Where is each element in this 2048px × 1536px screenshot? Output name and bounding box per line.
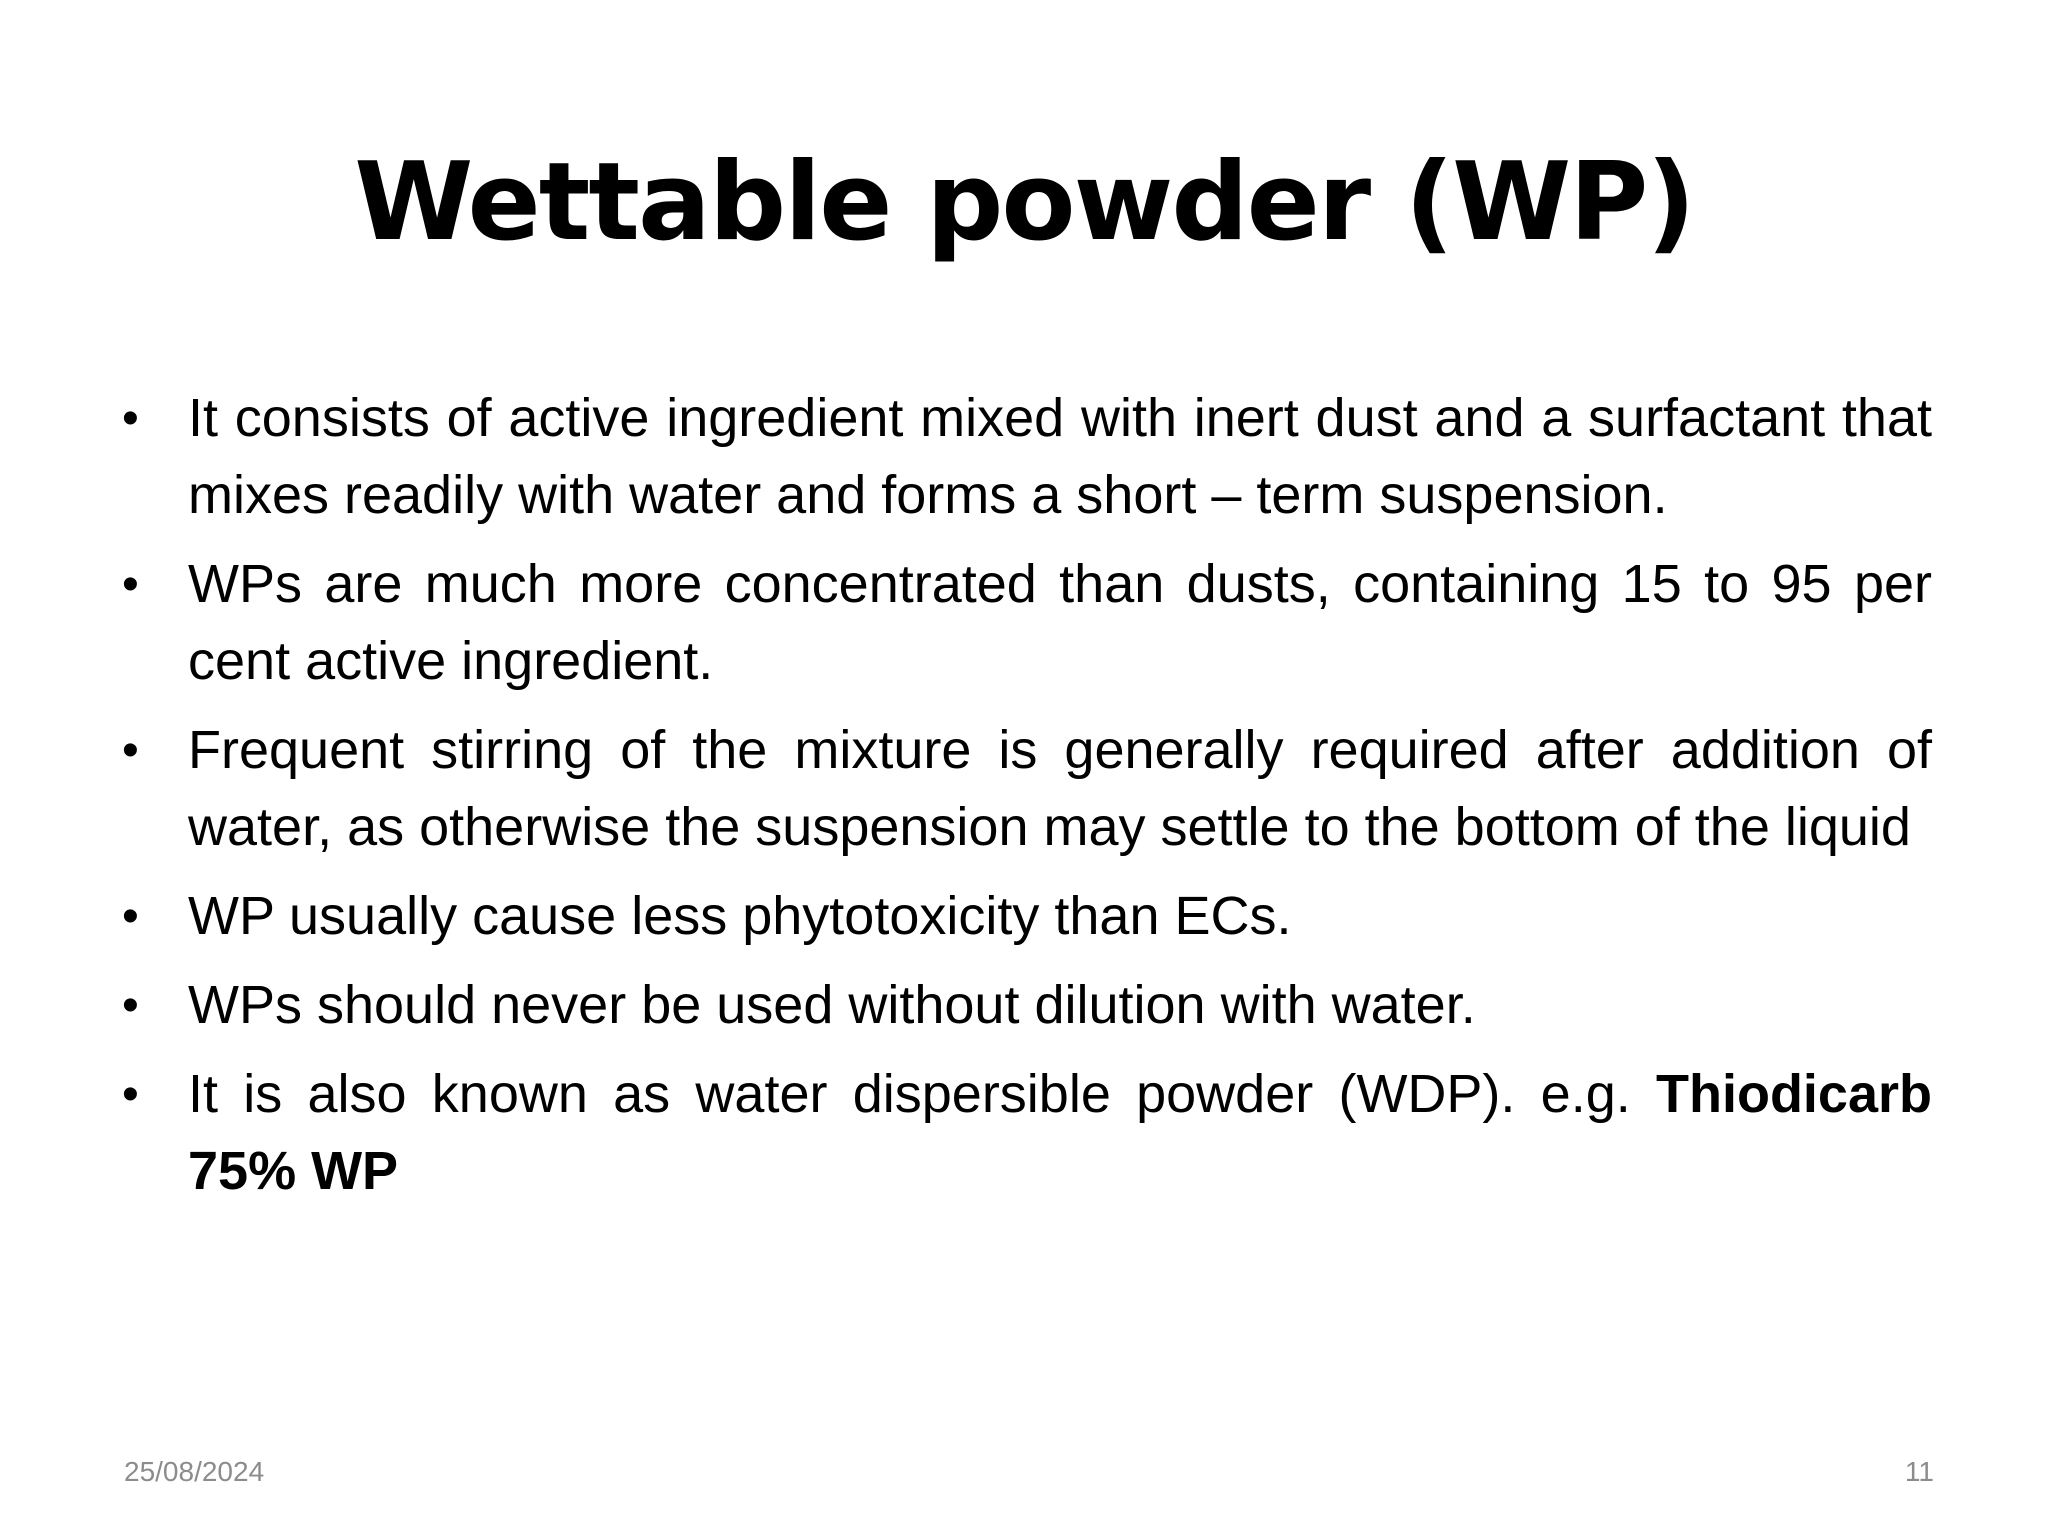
bullet-text (188, 720, 1932, 857)
bullet-text (188, 554, 1932, 691)
bullet-list (120, 380, 1932, 1222)
bullet-example-bold: Thiodicarb 75% WP (188, 1064, 1932, 1201)
bullet-text (188, 975, 1476, 1035)
bullet-text (188, 388, 1932, 525)
bullet-text-content: WP usually cause less phytotoxicity than ECs. (188, 886, 1292, 946)
bullet-marker: • (122, 724, 139, 777)
slide-title: Wettable powder (WP) (354, 140, 1694, 265)
bullet-marker: • (122, 890, 139, 943)
bullet-item (120, 967, 1932, 1044)
bullet-text (188, 886, 1292, 946)
bullet-text-content: It consists of active ingredient mixed with inert dust and a surfactant that mixes readily with water and forms a short – term suspension. (188, 388, 1932, 525)
bullet-item (120, 546, 1932, 700)
bullet-marker: • (122, 1068, 139, 1121)
bullet-item (120, 1056, 1932, 1210)
bullet-marker: • (122, 979, 139, 1032)
bullet-item (120, 712, 1932, 866)
footer-date: 25/08/2024 (124, 1456, 265, 1487)
bullet-text-content: WPs should never be used without dilution with water. (188, 975, 1476, 1035)
bullet-marker: • (122, 558, 139, 611)
bullet-text-content: Frequent stirring of the mixture is generally required after addition of water, as otherwise the suspension may settle to the bottom of the liquid (188, 720, 1932, 857)
bullet-marker: • (122, 392, 139, 445)
bullet-item (120, 878, 1932, 955)
footer-page-number: 11 (1904, 1456, 1934, 1487)
bullet-item (120, 380, 1932, 534)
bullet-text-content: WPs are much more concentrated than dusts, containing 15 to 95 per cent active ingredient. (188, 554, 1932, 691)
bullet-text (188, 1064, 1932, 1201)
bullet-text-content: It is also known as water dispersible powder (WDP). e.g. (188, 1064, 1656, 1124)
